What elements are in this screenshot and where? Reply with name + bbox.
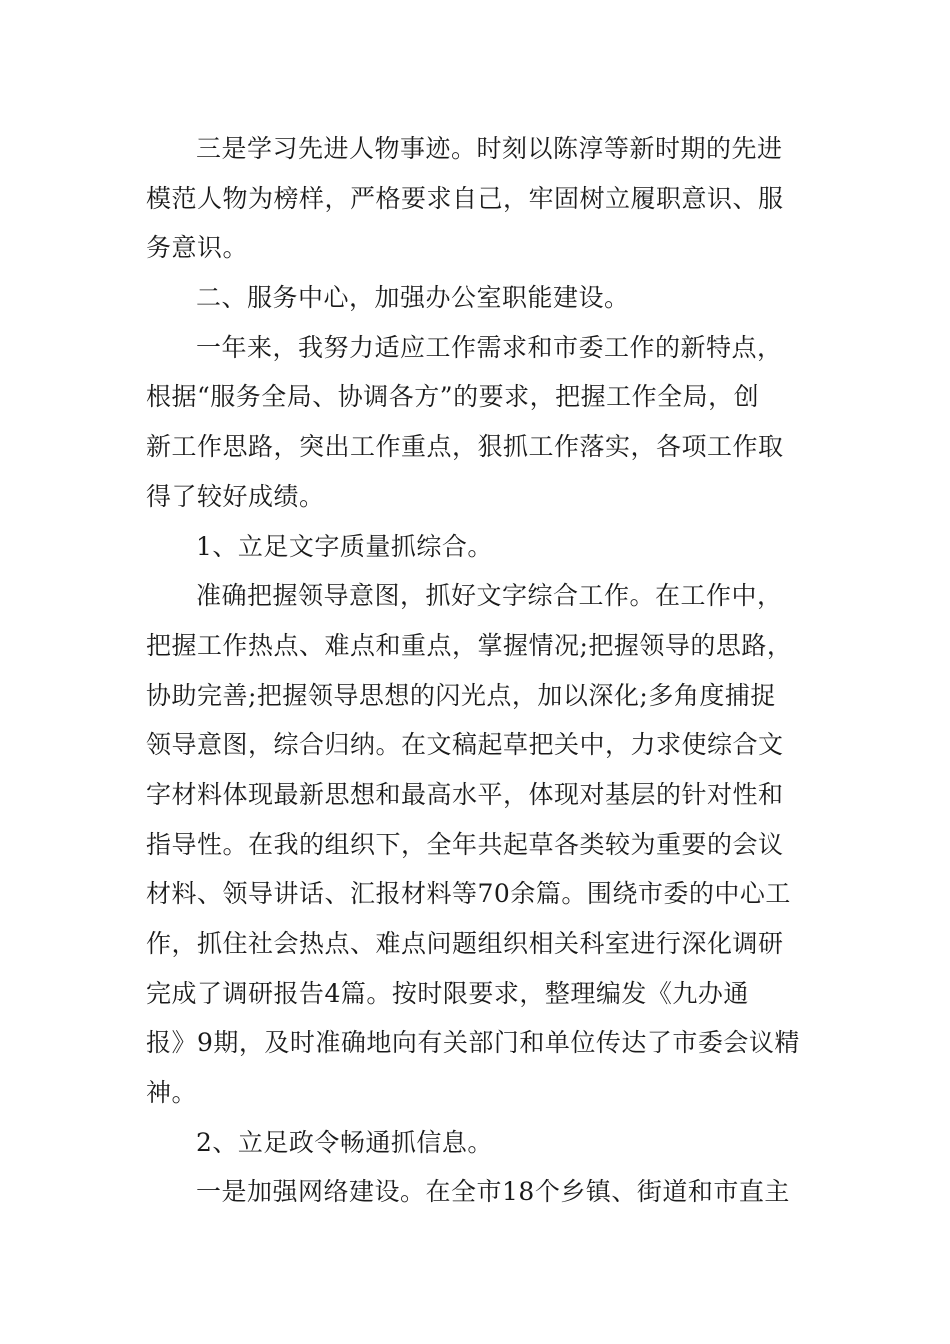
paragraph-line: 务意识。: [146, 233, 249, 263]
paragraph-line: 完成了调研报告4篇。按时限要求，整理编发《九办通: [146, 978, 749, 1008]
paragraph-line: 准确把握领导意图，抓好文字综合工作。在工作中，: [196, 581, 783, 611]
paragraph-line: 得了较好成绩。: [146, 481, 325, 511]
paragraph-line: 一年来，我努力适应工作需求和市委工作的新特点，: [196, 332, 783, 362]
paragraph-line: 协助完善;把握领导思想的闪光点，加以深化;多角度捕捉: [146, 680, 776, 710]
paragraph-line: 领导意图，综合归纳。在文稿起草把关中，力求使综合文: [146, 730, 784, 760]
document-body: [146, 124, 810, 1217]
paragraph-line: 三是学习先进人物事迹。时刻以陈淳等新时期的先进: [196, 134, 783, 163]
paragraph-line: 作，抓住社会热点、难点问题组织相关科室进行深化调研: [146, 929, 784, 958]
paragraph-line: 把握工作热点、难点和重点，掌握情况;把握领导的思路，: [146, 630, 793, 660]
paragraph-line: 字材料体现最新思想和最高水平，体现对基层的针对性和: [146, 779, 784, 809]
section-heading: 二、服务中心，加强办公室职能建设。: [196, 283, 630, 313]
paragraph-line: 材料、领导讲话、汇报材料等70余篇。围绕市委的中心工: [146, 879, 791, 909]
paragraph-line: 根据“服务全局、协调各方”的要求，把握工作全局，创: [146, 382, 760, 412]
paragraph-line: 神。: [146, 1078, 198, 1108]
paragraph-line: 新工作思路，突出工作重点，狠抓工作落实，各项工作取: [146, 432, 784, 462]
paragraph-line: 一是加强网络建设。在全市18个乡镇、街道和市直主: [196, 1177, 790, 1207]
paragraph-line: 指导性。在我的组织下，全年共起草各类较为重要的会议: [146, 829, 784, 859]
subsection-heading: 1、立足文字质量抓综合。: [196, 531, 493, 561]
subsection-heading: 2、立足政令畅通抓信息。: [196, 1127, 493, 1157]
paragraph-line: 模范人物为榜样，严格要求自己，牢固树立履职意识、服: [146, 183, 784, 213]
paragraph-line: 报》9期，及时准确地向有关部门和单位传达了市委会议精: [146, 1028, 800, 1058]
